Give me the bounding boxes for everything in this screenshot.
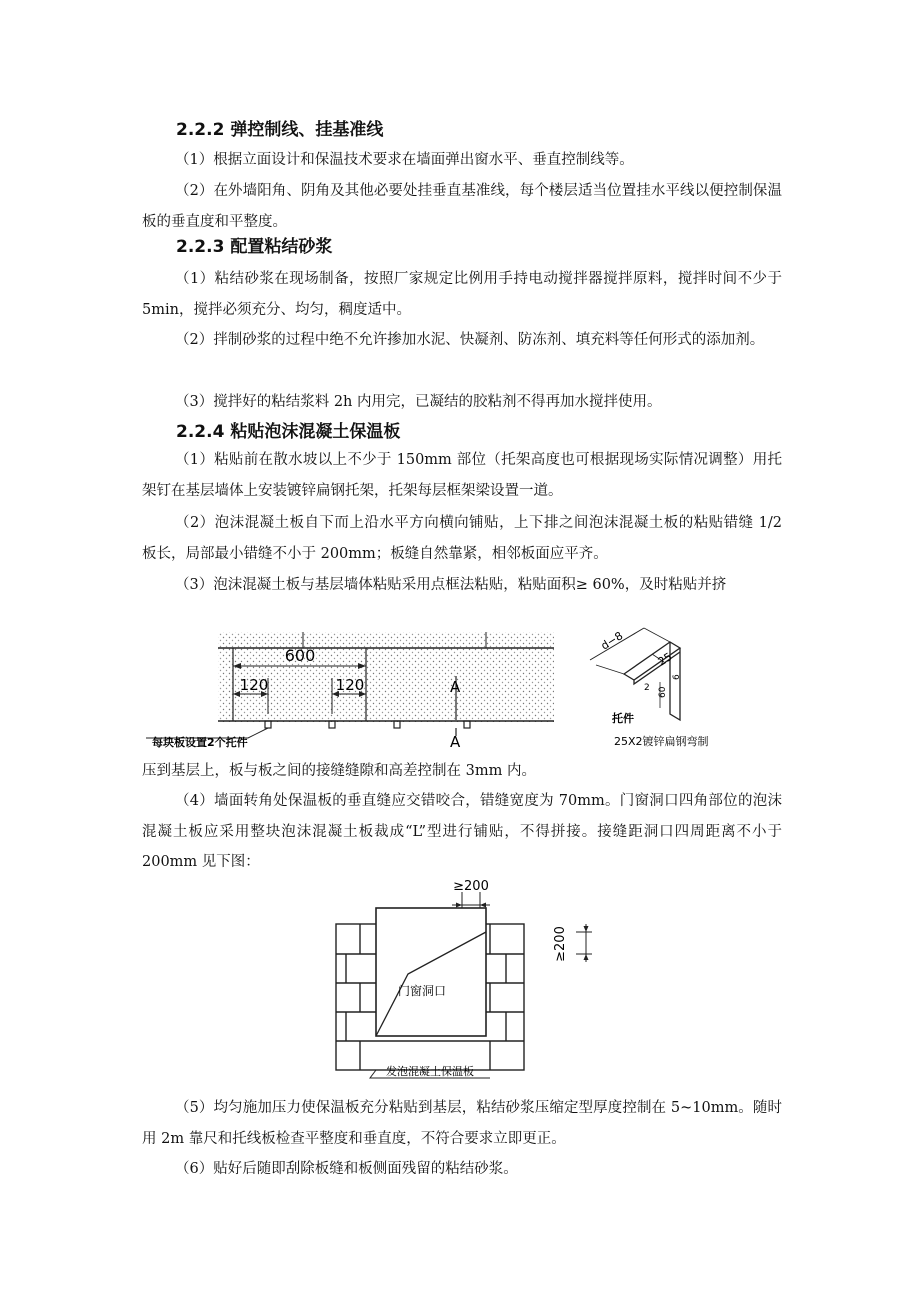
dim-top-label: ≥200	[453, 879, 489, 894]
figure2-caption: 25X2镀锌扁钢弯制	[614, 735, 709, 748]
window-opening	[376, 908, 486, 1036]
window-opening-figure	[330, 872, 610, 1084]
support-brackets	[265, 721, 470, 728]
dim-d-label: d−8	[598, 629, 626, 653]
dim-2-label: 2	[644, 683, 650, 693]
paragraph: （4）墙面转角处保温板的垂直缝应交错咬合，错缝宽度为 70mm。门窗洞口四角部位的泡沫混凝土板应采用整块泡沫混凝土板裁成“L”型进行铺贴，不得拼接。接缝距洞口四周距离不小于 200mm 见下图：	[142, 793, 782, 870]
paragraph: （2）拌制砂浆的过程中绝不允许掺加水泥、快凝剂、防冻剂、填充料等任何形式的添加剂。	[175, 332, 765, 348]
heading-2-2-3: 2.2.3 配置粘结砂浆	[176, 237, 333, 257]
dim-60-label: 60	[658, 686, 668, 698]
paragraph: （3）搅拌好的粘结浆料 2h 内用完，已凝结的胶粘剂不得再加水搅拌使用。	[175, 394, 662, 410]
dim-120-left-label: 120	[239, 676, 269, 694]
bracket-outline	[624, 642, 680, 720]
section-mark-top: A	[450, 678, 461, 696]
paragraph: （1）根据立面设计和保温技术要求在墙面弹出窗水平、垂直控制线等。	[175, 152, 634, 168]
paragraph: 压到基层上，板与板之间的接缝缝隙和高差控制在 3mm 内。	[142, 763, 536, 779]
bracket-detail-figure	[582, 624, 712, 752]
dim-600-label: 600	[284, 646, 316, 665]
paragraph: （5）均匀施加压力使保温板充分粘贴到基层，粘结砂浆压缩定型厚度控制在 5~10mm。随时用 2m 靠尺和托线板检查平整度和垂直度，不符合要求立即更正。	[142, 1100, 782, 1147]
dim-120-right-label: 120	[335, 676, 365, 694]
board-layout-figure	[138, 624, 558, 752]
section-mark-bottom: A	[450, 733, 461, 751]
paragraph: （2）在外墙阳角、阴角及其他必要处挂垂直基准线，每个楼层适当位置挂水平线以便控制保温板的垂直度和平整度。	[142, 183, 782, 230]
paragraph: （1）粘结砂浆在现场制备，按照厂家规定比例用手持电动搅拌器搅拌原料，搅拌时间不少于 5min，搅拌必须充分、均匀，稠度适中。	[142, 271, 782, 318]
paragraph: （1）粘贴前在散水坡以上不少于 150mm 部位（托架高度也可根据现场实际情况调整）用托架钉在基层墙体上安装镀锌扁钢托架，托架每层框架梁设置一道。	[142, 452, 782, 499]
opening-label: 门窗洞口	[397, 984, 447, 998]
bracket-title: 托件	[612, 712, 634, 725]
paragraph: （2）泡沫混凝土板自下而上沿水平方向横向铺贴，上下排之间泡沫混凝土板的粘贴错缝 1/2 板长，局部最小错缝不小于 200mm；板缝自然靠紧，相邻板面应平齐。	[142, 515, 782, 562]
figure1-caption: 每块板设置2个托件	[152, 736, 248, 749]
dim-6-label: 6	[672, 674, 682, 680]
paragraph: （3）泡沫混凝土板与基层墙体粘贴采用点框法粘贴，粘贴面积≥ 60%，及时粘贴并挤	[175, 577, 727, 593]
heading-2-2-2: 2.2.2 弹控制线、挂基准线	[176, 120, 384, 140]
dim-right-label: ≥200	[553, 926, 568, 962]
heading-2-2-4: 2.2.4 粘贴泡沫混凝土保温板	[176, 422, 401, 442]
board-label: 发泡混凝土保温板	[386, 1065, 474, 1078]
paragraph: （6）贴好后随即刮除板缝和板侧面残留的粘结砂浆。	[175, 1161, 518, 1177]
dim-25-label: 25	[655, 650, 675, 669]
